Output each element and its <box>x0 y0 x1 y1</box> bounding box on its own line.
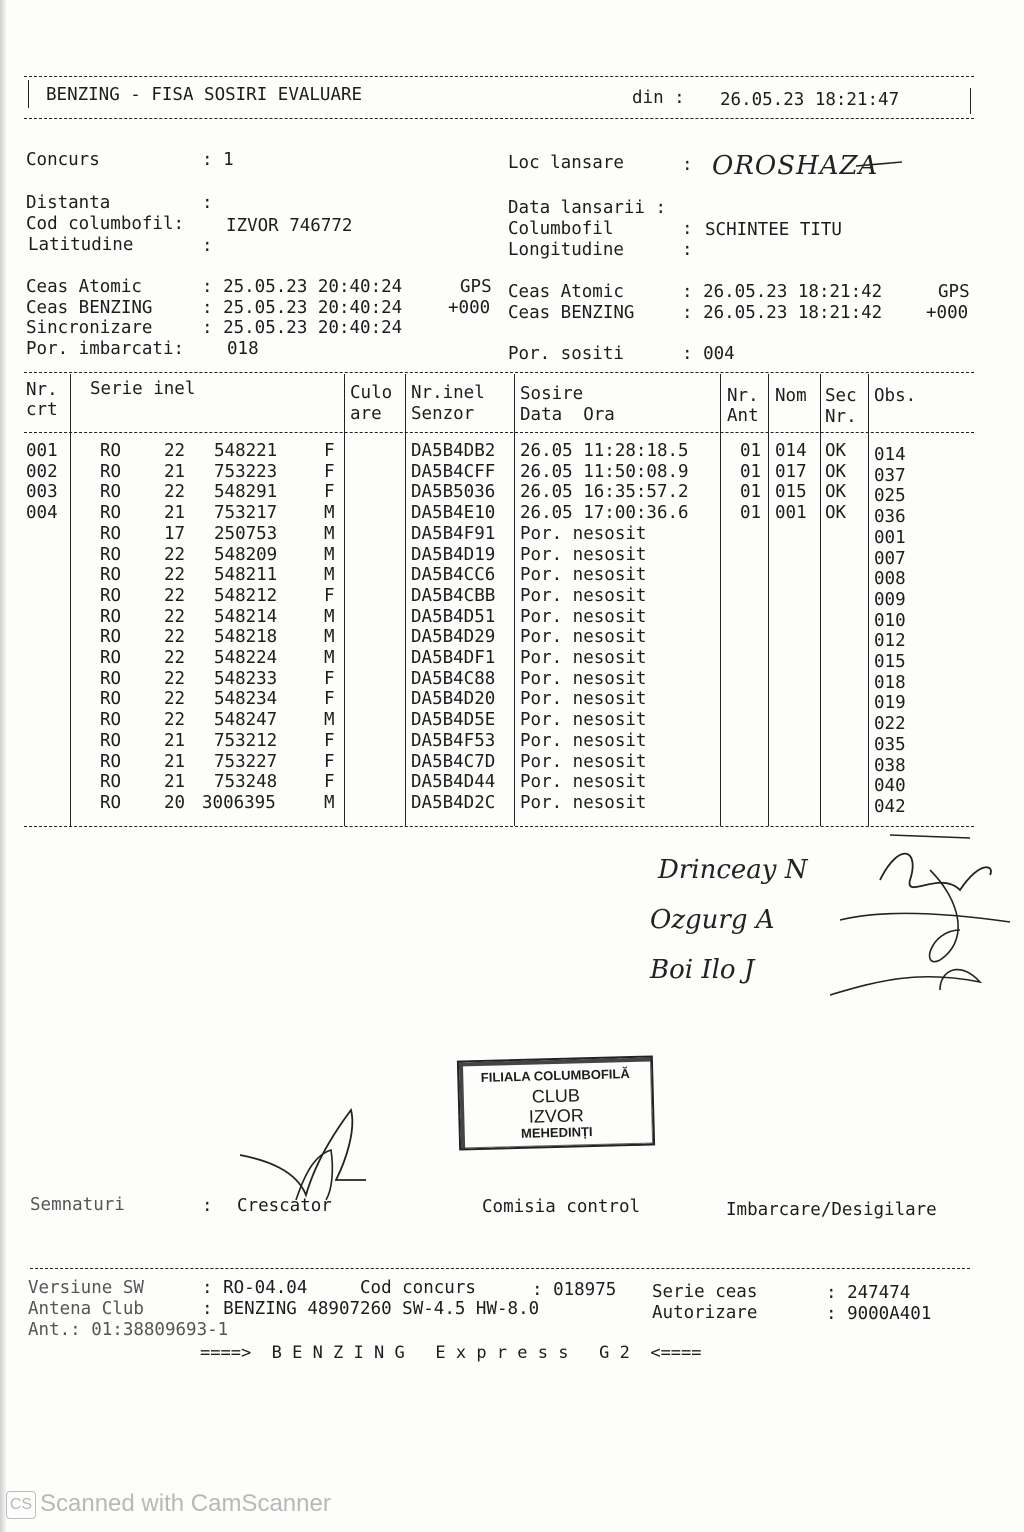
cell-obs: 009 <box>874 589 906 610</box>
cell-year: 22 <box>164 668 186 689</box>
header-right-rule <box>970 88 971 114</box>
cell-ring: 250753 <box>214 523 278 544</box>
cell-country: RO <box>100 606 122 627</box>
table-row <box>0 668 1000 693</box>
clock-left-value: : 25.05.23 20:40:24 <box>202 298 403 318</box>
cell-arrival: 26.05 11:28:18.5 <box>520 441 689 461</box>
cell-obs: 018 <box>874 672 906 693</box>
cell-ring: 753248 <box>214 772 278 793</box>
cell-year: 22 <box>164 627 186 648</box>
autorizare-label: Autorizare <box>652 1303 758 1323</box>
cell-obs: 014 <box>874 445 906 465</box>
serie-ceas-label: Serie ceas <box>652 1282 758 1302</box>
cell-sex: F <box>324 482 335 503</box>
serie-ceas-value: : 247474 <box>826 1283 911 1303</box>
cell-ring: 548212 <box>214 585 278 606</box>
cell-ring: 753223 <box>214 461 278 482</box>
camscanner-watermark <box>6 1490 331 1519</box>
signature-crescator: Crescator <box>237 1196 332 1216</box>
cell-ring: 753227 <box>214 751 278 772</box>
clock-left-value: 018 <box>227 339 259 359</box>
cod-concurs-value: : 018975 <box>532 1280 617 1300</box>
cell-country: RO <box>100 710 122 731</box>
cell-nom: 001 <box>775 503 807 524</box>
table-row <box>0 751 1000 776</box>
header-sosire-2: Data Ora <box>520 405 615 425</box>
clock-right-value: : 26.05.23 18:21:42 <box>682 282 883 302</box>
cell-sex: F <box>324 751 335 772</box>
committee-signatures <box>640 830 1020 1010</box>
cell-obs: 025 <box>874 486 906 507</box>
header-nr-crt-2: crt <box>26 400 58 420</box>
report-title: BENZING - FISA SOSIRI EVALUARE <box>46 85 363 105</box>
longitudine-label: Longitudine <box>508 240 624 260</box>
cell-nr-crt: 002 <box>26 461 58 482</box>
cell-sensor: DA5B4C88 <box>411 668 496 689</box>
cell-nr-crt: 003 <box>26 482 58 503</box>
header-culoare-1: Culo <box>350 383 393 403</box>
cell-arrival: Por. nesosit <box>520 544 647 565</box>
club-stamp <box>457 1055 655 1150</box>
table-row <box>0 585 1000 610</box>
cell-sex: F <box>324 441 335 461</box>
cell-year: 22 <box>164 565 186 586</box>
cell-country: RO <box>100 730 122 751</box>
cell-arrival: Por. nesosit <box>520 730 647 751</box>
cell-arrival: Por. nesosit <box>520 668 647 689</box>
cell-obs: 037 <box>874 465 906 486</box>
cell-sex: M <box>324 606 335 627</box>
clock-left-label: Ceas BENZING <box>26 298 153 318</box>
stamp-line-4: MEHEDINȚI <box>520 1124 593 1141</box>
header-nr-ant-1: Nr. <box>727 386 759 406</box>
cell-country: RO <box>100 482 122 503</box>
cell-nom: 017 <box>775 461 807 482</box>
table-row <box>0 565 1000 590</box>
cell-nom: 015 <box>775 482 807 503</box>
cell-year: 22 <box>164 648 186 668</box>
header-nr-crt-1: Nr. <box>26 380 58 400</box>
report-date-label: din : <box>632 88 685 108</box>
cell-sensor: DA5B4D29 <box>411 627 496 648</box>
cell-year: 21 <box>164 772 186 793</box>
cell-obs: 022 <box>874 714 906 735</box>
cell-year: 22 <box>164 710 186 731</box>
cell-ring: 548291 <box>214 482 278 503</box>
header-nr-inel-2: Senzor <box>411 404 475 424</box>
cell-arrival: 26.05 16:35:57.2 <box>520 482 689 503</box>
columbofil-label: Columbofil <box>508 219 614 239</box>
cell-obs: 019 <box>874 693 906 714</box>
cell-arrival: Por. nesosit <box>520 751 647 772</box>
cell-country: RO <box>100 544 122 565</box>
breeder-signature <box>236 1100 376 1210</box>
cell-ring: 753212 <box>214 730 278 751</box>
cell-country: RO <box>100 792 122 813</box>
cell-sec: OK <box>825 503 847 524</box>
cell-sex: M <box>324 710 335 731</box>
cell-country: RO <box>100 772 122 793</box>
versiune-label: Versiune SW <box>28 1278 144 1298</box>
table-row <box>0 730 1000 755</box>
camscanner-text: Scanned with CamScanner <box>40 1490 331 1517</box>
cell-year: 22 <box>164 585 186 606</box>
antena-value: : BENZING 48907260 SW-4.5 HW-8.0 <box>202 1299 540 1319</box>
cell-ring: 548221 <box>214 441 278 461</box>
table-row <box>0 544 1000 569</box>
clock-right-label: Ceas Atomic <box>508 282 624 302</box>
concurs-label: Concurs <box>26 150 100 170</box>
table-row <box>0 441 1000 465</box>
brand-line: ====> B E N Z I N G E x p r e s s G 2 <==== <box>200 1343 702 1363</box>
table-row <box>0 606 1000 631</box>
cell-country: RO <box>100 523 122 544</box>
report-date: 26.05.23 18:21:47 <box>720 90 900 110</box>
cell-sec: OK <box>825 441 847 461</box>
clock-right-label: Por. sositi <box>508 344 624 364</box>
table-top-rule <box>24 372 974 373</box>
cell-nr-ant: 01 <box>740 461 762 482</box>
table-row <box>0 523 1000 548</box>
cell-sex: F <box>324 772 335 793</box>
cell-sensor: DA5B4F53 <box>411 730 496 751</box>
cell-obs: 040 <box>874 776 906 797</box>
clock-left-value: : 25.05.23 20:40:24 <box>202 277 403 297</box>
clock-left-label: Sincronizare <box>26 318 153 338</box>
signature-imbarcare: Imbarcare/Desigilare <box>726 1200 937 1220</box>
table-row <box>0 627 1000 652</box>
antena-label: Antena Club <box>28 1299 144 1319</box>
table-row <box>0 792 1000 817</box>
cell-year: 20 <box>164 792 186 813</box>
cell-ring: 548233 <box>214 668 278 689</box>
committee-name-3: Boi Ilo J <box>650 955 755 985</box>
loc-lansare-value: OROSHAZA <box>712 151 879 181</box>
cell-arrival: Por. nesosit <box>520 710 647 731</box>
cell-sensor: DA5B4DB2 <box>411 441 496 461</box>
cell-arrival: Por. nesosit <box>520 523 647 544</box>
stamp-line-3: IZVOR <box>528 1105 585 1127</box>
cell-obs: 042 <box>874 796 906 817</box>
cell-sex: M <box>324 523 335 544</box>
concurs-value: : 1 <box>202 150 234 170</box>
clock-right-value: : 26.05.23 18:21:42 <box>682 303 883 323</box>
header-sec-1: Sec <box>825 386 857 406</box>
cell-nr-crt: 001 <box>26 441 58 461</box>
stamp-line-2: CLUB <box>531 1085 581 1107</box>
cell-sensor: DA5B4DF1 <box>411 648 496 668</box>
header-serie-inel: Serie inel <box>90 379 196 399</box>
header-culoare-2: are <box>350 404 382 424</box>
cell-sensor: DA5B4CC6 <box>411 565 496 586</box>
cell-obs: 036 <box>874 507 906 528</box>
cell-country: RO <box>100 585 122 606</box>
cell-sex: M <box>324 503 335 524</box>
stamp-line-1: FILIALA COLUMBOFILĂ <box>480 1066 630 1085</box>
committee-name-2: Ozgurg A <box>650 905 775 935</box>
cell-sensor: DA5B4CFF <box>411 461 496 482</box>
cell-country: RO <box>100 668 122 689</box>
cell-arrival: Por. nesosit <box>520 565 647 586</box>
cell-nr-crt: 004 <box>26 503 58 524</box>
signatures-label: Semnaturi <box>30 1195 125 1215</box>
camscanner-logo-icon: CS <box>6 1491 36 1519</box>
cell-nom: 014 <box>775 441 807 461</box>
cell-sensor: DA5B4CBB <box>411 585 496 606</box>
distanta-sep: : <box>202 193 213 213</box>
cell-country: RO <box>100 627 122 648</box>
clock-left-label: Ceas Atomic <box>26 277 142 297</box>
clock-left-suffix: +000 <box>448 298 491 318</box>
cell-arrival: Por. nesosit <box>520 648 647 668</box>
header-left-rule <box>28 80 29 108</box>
cell-sensor: DA5B5036 <box>411 482 496 503</box>
clock-right-suffix: +000 <box>926 303 969 323</box>
cell-country: RO <box>100 689 122 710</box>
cell-ring: 548218 <box>214 627 278 648</box>
longitudine-sep: : <box>682 240 693 260</box>
cell-arrival: Por. nesosit <box>520 585 647 606</box>
cell-ring: 548214 <box>214 606 278 627</box>
cell-year: 22 <box>164 689 186 710</box>
clock-left-suffix: GPS <box>460 277 492 297</box>
cell-arrival: Por. nesosit <box>520 792 647 813</box>
signature-comisia: Comisia control <box>482 1197 641 1217</box>
cell-country: RO <box>100 503 122 524</box>
cell-year: 21 <box>164 730 186 751</box>
cell-arrival: Por. nesosit <box>520 627 647 648</box>
clock-right-suffix: GPS <box>938 282 970 302</box>
cell-ring: 548211 <box>214 565 278 586</box>
cell-arrival: Por. nesosit <box>520 689 647 710</box>
cell-ring: 548247 <box>214 710 278 731</box>
cell-country: RO <box>100 751 122 772</box>
cell-sex: F <box>324 461 335 482</box>
cell-country: RO <box>100 565 122 586</box>
table-row <box>0 503 1000 528</box>
cell-nr-ant: 01 <box>740 482 762 503</box>
cell-ring: 548234 <box>214 689 278 710</box>
latitudine-label: Latitudine <box>28 235 134 255</box>
clock-right-value: : 004 <box>682 344 735 364</box>
table-header-rule <box>24 432 974 433</box>
loc-lansare-handwritten <box>706 140 916 186</box>
header-top-rule <box>24 76 974 77</box>
table-row <box>0 482 1000 507</box>
clock-right-label: Ceas BENZING <box>508 303 635 323</box>
cell-sex: M <box>324 565 335 586</box>
table-row <box>0 648 1000 672</box>
cell-obs: 035 <box>874 734 906 755</box>
distanta-label: Distanta <box>26 193 111 213</box>
header-sosire-1: Sosire <box>520 384 584 404</box>
cell-sensor: DA5B4D2C <box>411 792 496 813</box>
cell-year: 22 <box>164 544 186 565</box>
signatures-sep: : <box>202 1196 213 1216</box>
cell-country: RO <box>100 461 122 482</box>
cod-columbofil-value: IZVOR 746772 <box>226 216 353 236</box>
header-nr-ant-2: Ant <box>727 406 759 426</box>
cell-sex: F <box>324 730 335 751</box>
header-obs: Obs. <box>874 386 917 406</box>
cell-sensor: DA5B4D44 <box>411 772 496 793</box>
cod-columbofil-label: Cod columbofil: <box>26 214 185 234</box>
cell-arrival: 26.05 17:00:36.6 <box>520 503 689 524</box>
cell-sensor: DA5B4E10 <box>411 503 496 524</box>
cell-ring: 548224 <box>214 648 278 668</box>
cell-sensor: DA5B4D5E <box>411 710 496 731</box>
cell-ring: 3006395 <box>202 792 276 813</box>
latitudine-sep: : <box>202 236 213 256</box>
header-nom: Nom <box>775 386 807 406</box>
cell-year: 21 <box>164 503 186 524</box>
cell-obs: 038 <box>874 755 906 776</box>
cell-sensor: DA5B4D19 <box>411 544 496 565</box>
cell-obs: 012 <box>874 631 906 652</box>
cell-sensor: DA5B4F91 <box>411 523 496 544</box>
cell-year: 21 <box>164 461 186 482</box>
cell-ring: 548209 <box>214 544 278 565</box>
cell-sec: OK <box>825 461 847 482</box>
header-bottom-rule <box>24 118 974 119</box>
clock-left-value: : 25.05.23 20:40:24 <box>202 318 403 338</box>
cell-year: 21 <box>164 751 186 772</box>
cell-sex: M <box>324 648 335 668</box>
cell-nr-ant: 01 <box>740 441 762 461</box>
footer-rule <box>30 1268 970 1269</box>
cell-sex: M <box>324 627 335 648</box>
cell-obs: 015 <box>874 652 906 672</box>
table-row <box>0 461 1000 486</box>
cell-obs: 010 <box>874 610 906 631</box>
table-row <box>0 772 1000 797</box>
cell-obs: 007 <box>874 548 906 569</box>
header-sec-2: Nr. <box>825 407 857 427</box>
cell-sex: F <box>324 668 335 689</box>
columbofil-sep: : <box>682 219 693 239</box>
cod-concurs-label: Cod concurs <box>360 1278 476 1298</box>
committee-name-1: Drinceay N <box>658 855 808 885</box>
cell-sensor: DA5B4D51 <box>411 606 496 627</box>
cell-sensor: DA5B4C7D <box>411 751 496 772</box>
cell-ring: 753217 <box>214 503 278 524</box>
clock-left-label: Por. imbarcati: <box>26 339 185 359</box>
versiune-value: : RO-04.04 <box>202 1278 308 1298</box>
table-bottom-rule <box>24 826 974 827</box>
autorizare-value: : 9000A401 <box>826 1304 932 1324</box>
cell-year: 22 <box>164 482 186 503</box>
cell-year: 17 <box>164 523 186 544</box>
cell-arrival: 26.05 11:50:08.9 <box>520 461 689 482</box>
cell-nr-ant: 01 <box>740 503 762 524</box>
cell-country: RO <box>100 648 122 668</box>
cell-sex: F <box>324 585 335 606</box>
table-row <box>0 689 1000 714</box>
cell-year: 22 <box>164 441 186 461</box>
loc-lansare-label: Loc lansare <box>508 153 624 173</box>
header-nr-inel-1: Nr.inel <box>411 383 485 403</box>
columbofil-value: SCHINTEE TITU <box>705 220 842 240</box>
data-lansarii-label: Data lansarii : <box>508 198 667 218</box>
cell-year: 22 <box>164 606 186 627</box>
cell-sex: M <box>324 544 335 565</box>
cell-arrival: Por. nesosit <box>520 606 647 627</box>
cell-country: RO <box>100 441 122 461</box>
ant-line: Ant.: 01:38809693-1 <box>28 1320 229 1340</box>
cell-obs: 008 <box>874 569 906 590</box>
table-row <box>0 710 1000 735</box>
loc-lansare-sep: : <box>682 155 693 175</box>
cell-obs: 001 <box>874 527 906 548</box>
cell-arrival: Por. nesosit <box>520 772 647 793</box>
cell-sex: F <box>324 689 335 710</box>
cell-sensor: DA5B4D20 <box>411 689 496 710</box>
cell-sex: M <box>324 792 335 813</box>
cell-sec: OK <box>825 482 847 503</box>
